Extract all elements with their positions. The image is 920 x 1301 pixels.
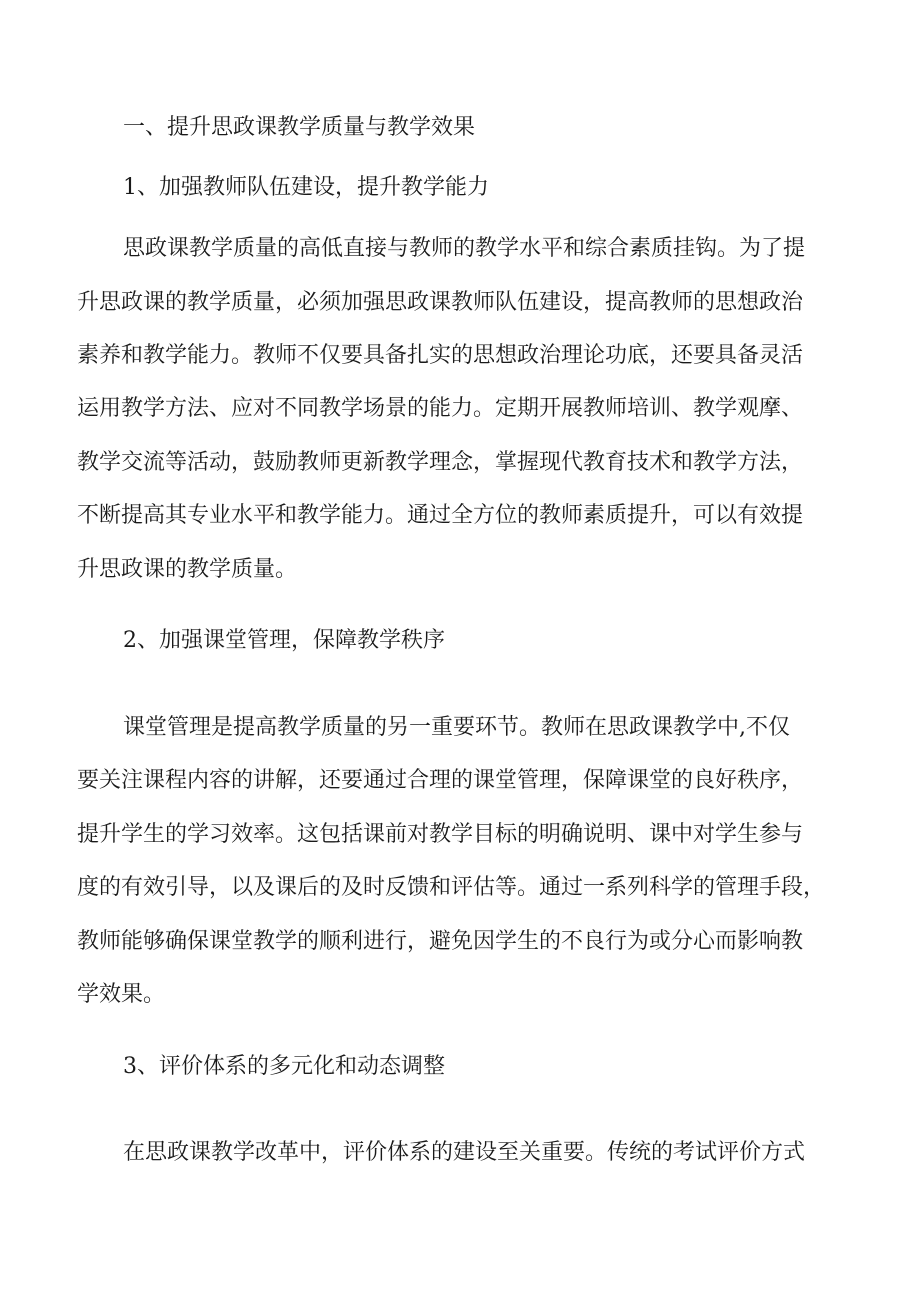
paragraph-line: 素养和教学能力。教师不仅要具备扎实的思想政治理论功底，还要具备灵活 (77, 343, 804, 368)
paragraph-line: 在思政课教学改革中，评价体系的建设至关重要。传统的考试评价方式 (123, 1140, 806, 1165)
subsection-heading-2: 2、加强课堂管理，保障教学秩序 (123, 628, 445, 653)
paragraph-line: 要关注课程内容的讲解，还要通过合理的课堂管理，保障课堂的良好秩序， (77, 768, 804, 793)
paragraph-line: 升思政课的教学质量。 (77, 557, 298, 582)
paragraph-line: 运用教学方法、应对不同教学场景的能力。定期开展教师培训、教学观摩、 (77, 396, 804, 421)
paragraph-line: 升思政课的教学质量，必须加强思政课教师队伍建设，提高教师的思想政治 (77, 290, 804, 315)
paragraph-line: 提升学生的学习效率。这包括课前对教学目标的明确说明、课中对学生参与 (77, 822, 804, 847)
paragraph-line: 课堂管理是提高教学质量的另一重要环节。教师在思政课教学中,不仅 (123, 715, 790, 740)
section-title: 一、提升思政课教学质量与教学效果 (123, 115, 476, 140)
paragraph-line: 思政课教学质量的高低直接与教师的教学水平和综合素质挂钩。为了提 (123, 236, 806, 261)
paragraph-line: 教学交流等活动，鼓励教师更新教学理念，掌握现代教育技术和教学方法， (77, 450, 804, 475)
paragraph-line: 不断提高其专业水平和教学能力。通过全方位的教师素质提升，可以有效提 (77, 503, 804, 528)
subsection-heading-3: 3、评价体系的多元化和动态调整 (123, 1054, 445, 1079)
paragraph-line: 度的有效引导，以及课后的及时反馈和评估等。通过一系列科学的管理手段， (77, 875, 826, 900)
paragraph-line: 学效果。 (77, 982, 166, 1007)
subsection-heading-1: 1、加强教师队伍建设，提升教学能力 (123, 175, 489, 200)
paragraph-line: 教师能够确保课堂教学的顺利进行，避免因学生的不良行为或分心而影响教 (77, 929, 804, 954)
